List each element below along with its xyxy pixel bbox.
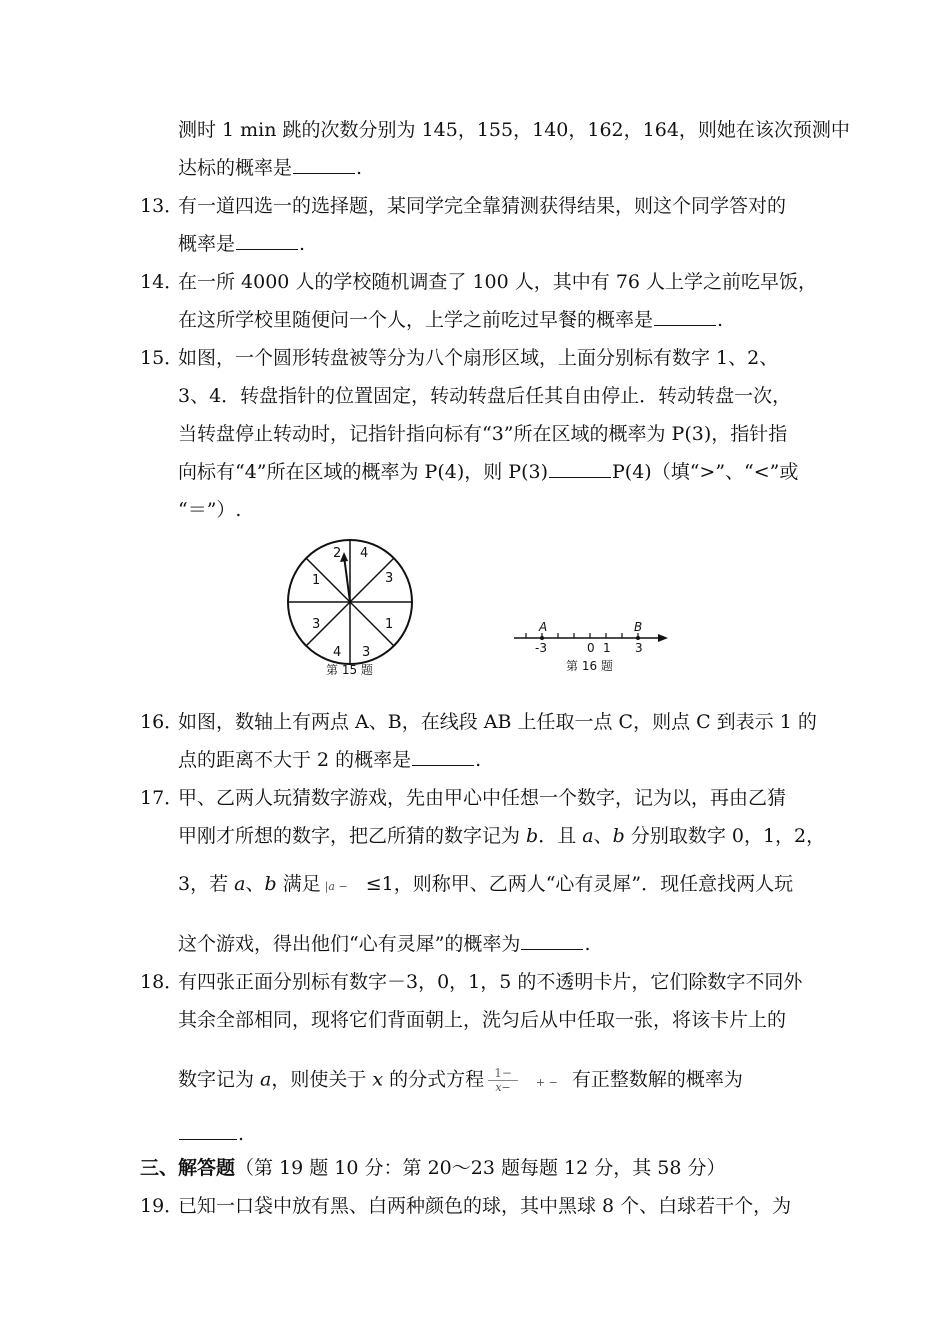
q19-number: 19． — [140, 1195, 184, 1217]
q17-line1: 甲、乙两人玩猜数字游戏，先由甲心中任想一个数字，记为以，再由乙猜 — [178, 787, 787, 809]
point-a-label: A — [539, 620, 548, 634]
figure-15-spinner — [282, 532, 452, 682]
point-b-label: B — [634, 620, 643, 634]
q15-line3: 当转盘停止转动时，记指针指向标有“3”所在区域的概率为 P(3)，指针指 — [178, 423, 788, 445]
tick-label: -3 — [535, 641, 547, 655]
answer-blank[interactable] — [236, 233, 298, 250]
q19-line1: 已知一口袋中放有黑、白两种颜色的球，其中黑球 8 个、白球若干个，为 — [178, 1195, 792, 1217]
point-a-dot — [540, 636, 544, 640]
q17-number: 17． — [140, 787, 184, 809]
figure-16-caption: 第 16 题 — [566, 659, 613, 673]
q18-line1: 有四张正面分别标有数字－3，0，1，5 的不透明卡片，它们除数字不同外 — [178, 971, 803, 993]
q13-line1: 有一道四选一的选择题，某同学完全靠猜测获得结果，则这个同学答对的 — [178, 195, 787, 217]
q16-number: 16． — [140, 711, 184, 733]
q13-line2: 概率是 . — [178, 233, 306, 255]
answer-blank[interactable] — [412, 749, 474, 766]
sector-label: 3 — [362, 645, 371, 660]
tick-label: 0 — [587, 641, 595, 655]
q14-number: 14． — [140, 271, 184, 293]
point-b-dot — [636, 636, 640, 640]
q14-line1: 在一所 4000 人的学校随机调查了 100 人，其中有 76 人上学之前吃早饭， — [178, 271, 818, 293]
q16-line1: 如图，数轴上有两点 A、B，在线段 AB 上任取一点 C，则点 C 到表示 1 的 — [178, 711, 817, 733]
q17-line2: 甲刚才所想的数字，把乙所猜的数字记为 b．且 a、b 分别取数字 0，1，2， — [178, 825, 826, 847]
figure-15-caption: 第 15 题 — [326, 663, 373, 677]
q18-number: 18． — [140, 971, 184, 993]
fraction-expression: $\frac{1-}{x-}$ — [488, 1066, 518, 1095]
q17-line3: 3，若 a、b 满足 |a − ≤1，则称甲、乙两人“心有灵犀”．现任意找两人玩 — [178, 873, 794, 895]
q18-line2: 其余全部相同，现将它们背面朝上，洗匀后从中任取一张，将该卡片上的 — [178, 1009, 787, 1031]
answer-blank[interactable] — [293, 157, 355, 174]
q15-line4: 向标有“4”所在区域的概率为 P(4)，则 P(3) P(4)（填“>”、“<”或 — [178, 461, 799, 483]
sector-label: 1 — [385, 617, 394, 632]
tick-label: 1 — [603, 641, 611, 655]
q15-line5: “＝”）. — [178, 499, 242, 521]
sector-label: 4 — [333, 645, 342, 660]
q18-line3: 数字记为 a，则使关于 x 的分式方程 $\frac{1-}{x-}$ + − 有正整数解的概率为 — [178, 1066, 743, 1094]
sector-label: 2 — [333, 546, 342, 561]
sector-label: 3 — [385, 571, 394, 586]
q12-line2: 达标的概率是 . — [178, 157, 363, 179]
abs-expression: |a − — [324, 880, 348, 893]
q15-line2: 3、4．转盘指针的位置固定，转动转盘后任其自由停止．转动转盘一次， — [178, 385, 792, 407]
answer-blank[interactable] — [549, 461, 611, 478]
tick-label: 3 — [635, 641, 643, 655]
figure-16-number-line — [510, 620, 675, 676]
q18-line4: . — [178, 1122, 244, 1146]
q17-line4: 这个游戏，得出他们“心有灵犀”的概率为 . — [178, 933, 591, 955]
sector-label: 4 — [360, 546, 369, 561]
sector-label: 3 — [312, 617, 321, 632]
number-line-arrow — [658, 634, 668, 642]
q15-line1: 如图，一个圆形转盘被等分为八个扇形区域，上面分别标有数字 1、2、 — [178, 347, 779, 369]
q14-line2: 在这所学校里随便问一个人，上学之前吃过早餐的概率是 . — [178, 309, 724, 331]
q16-line2: 点的距离不大于 2 的概率是 . — [178, 749, 482, 771]
answer-blank[interactable] — [521, 933, 583, 950]
answer-blank[interactable] — [654, 309, 716, 326]
answer-blank[interactable] — [179, 1123, 237, 1140]
section-3-heading: 三、解答题（第 19 题 10 分：第 20～23 题每题 12 分，其 58 分） — [140, 1157, 726, 1179]
equation-middle: + − — [535, 1075, 558, 1089]
q13-number: 13． — [140, 195, 184, 217]
q15-number: 15． — [140, 347, 184, 369]
sector-label: 1 — [312, 573, 321, 588]
q12-line1: 测时 1 min 跳的次数分别为 145，155，140，162，164，则她在该次预测中 — [178, 119, 850, 141]
